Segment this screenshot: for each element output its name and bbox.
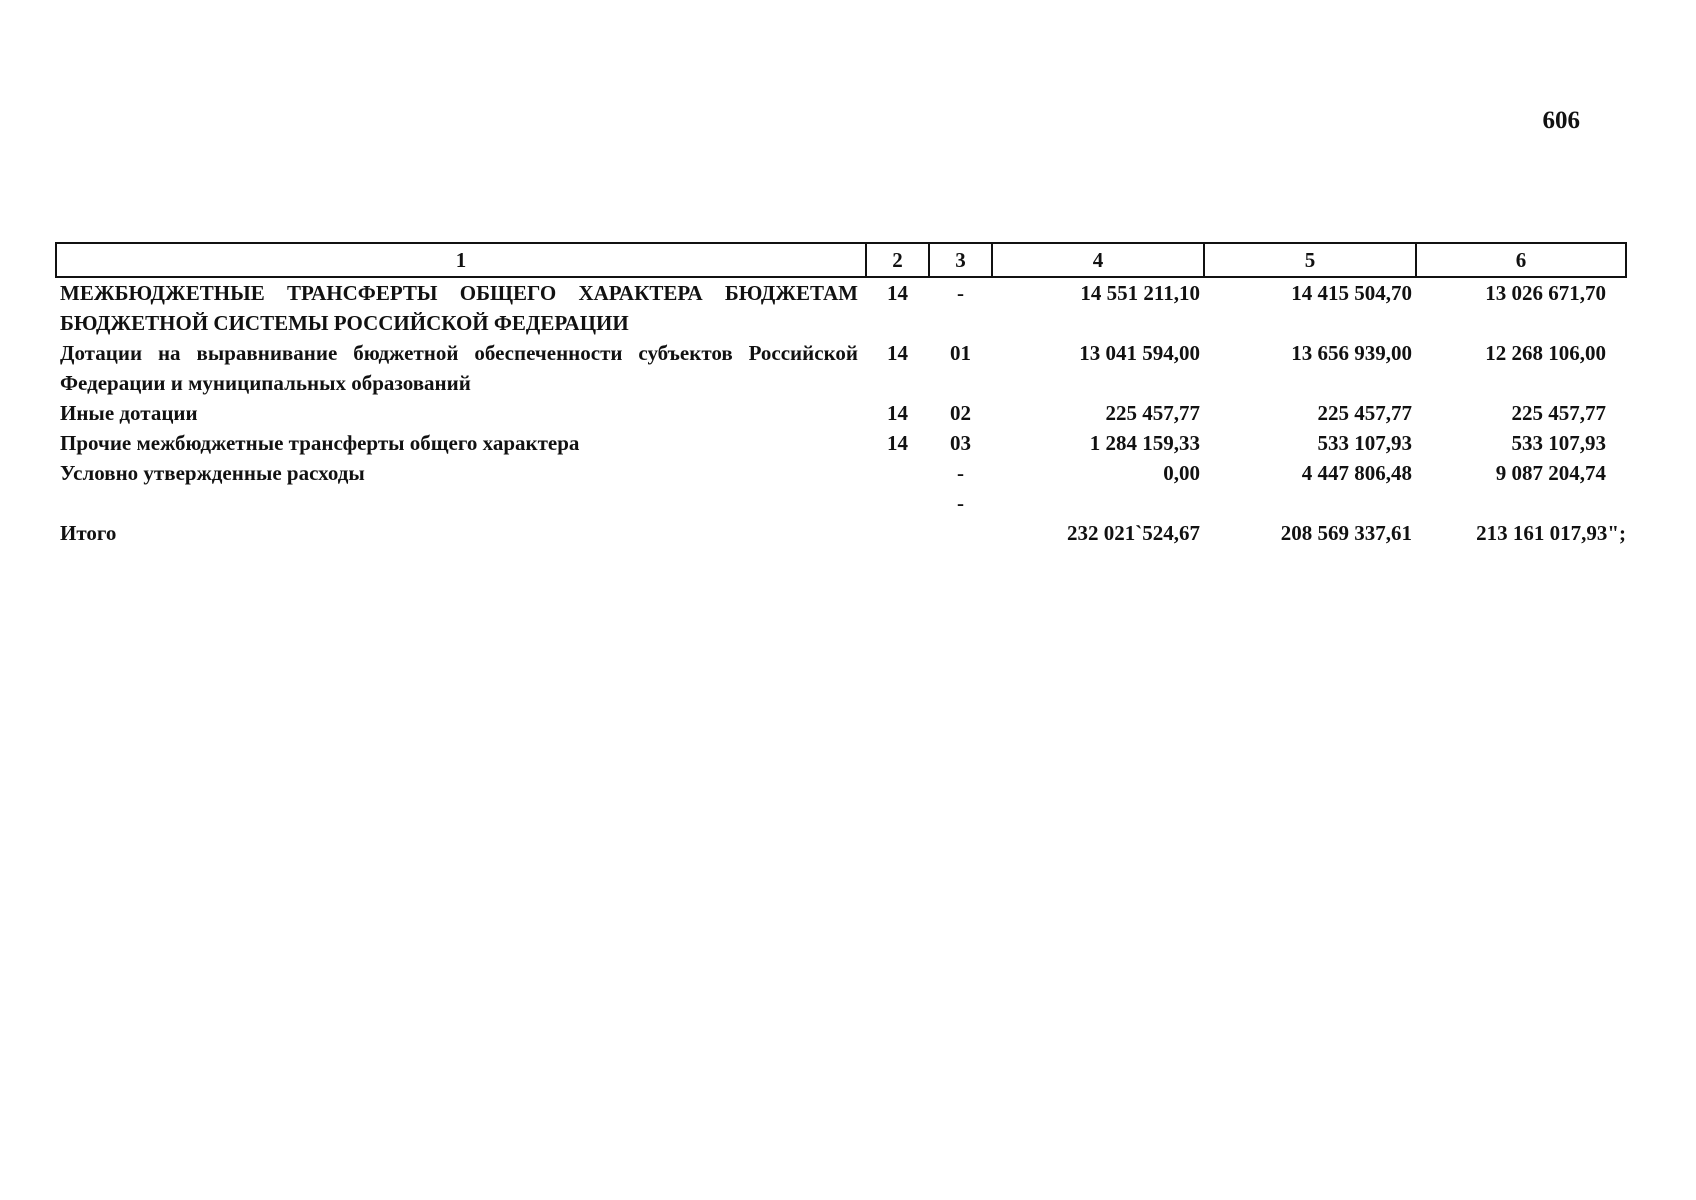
row-value-col-6: 533 107,93 xyxy=(1511,431,1606,455)
row-name: Прочие межбюджетные трансферты общего характера xyxy=(60,431,580,455)
row-value-col-5: 533 107,93 xyxy=(1317,431,1412,455)
row-section-code xyxy=(866,458,929,488)
page-number: 606 xyxy=(1542,107,1580,134)
row-subsection-code: 02 xyxy=(950,401,971,425)
row-section-code: 14 xyxy=(887,401,908,425)
spacer-cell xyxy=(56,488,866,518)
total-value-col-5: 208 569 337,61 xyxy=(1280,521,1412,545)
row-subsection-code: - xyxy=(957,461,964,485)
row-value-col-6: 9 087 204,74 xyxy=(1495,461,1606,485)
table-body xyxy=(56,277,1626,548)
total-row xyxy=(56,518,1626,548)
table-row xyxy=(56,398,1626,428)
spacer-row xyxy=(56,488,1626,518)
total-value-col-4: 232 021`524,67 xyxy=(1067,521,1200,545)
total-empty-cell xyxy=(866,518,929,548)
header-col-5: 5 xyxy=(1204,243,1416,277)
spacer-cell xyxy=(1204,488,1416,518)
budget-table xyxy=(55,242,1627,548)
row-value-col-4: 13 041 594,00 xyxy=(1079,341,1200,365)
row-subsection-code: - xyxy=(957,281,964,305)
header-col-3: 3 xyxy=(929,243,992,277)
total-empty-cell xyxy=(929,518,992,548)
spacer-cell xyxy=(866,488,929,518)
row-value-col-5: 14 415 504,70 xyxy=(1291,281,1412,305)
row-value-col-5: 4 447 806,48 xyxy=(1301,461,1412,485)
row-value-col-6: 12 268 106,00 xyxy=(1485,341,1606,365)
total-value-col-6: 213 161 017,93"; xyxy=(1476,521,1626,545)
row-value-col-5: 13 656 939,00 xyxy=(1291,341,1412,365)
row-value-col-6: 13 026 671,70 xyxy=(1485,281,1606,305)
row-name: МЕЖБЮДЖЕТНЫЕ ТРАНСФЕРТЫ ОБЩЕГО ХАРАКТЕРА БЮДЖЕТАМ БЮДЖЕТНОЙ СИСТЕМЫ РОССИЙСКОЙ ФЕДЕРАЦИИ xyxy=(60,281,858,335)
spacer-dash: - xyxy=(957,491,964,515)
row-section-code: 14 xyxy=(887,431,908,455)
budget-table-container xyxy=(55,242,1625,548)
row-subsection-code: 03 xyxy=(950,431,971,455)
row-value-col-4: 225 457,77 xyxy=(1105,401,1200,425)
row-value-col-5: 225 457,77 xyxy=(1317,401,1412,425)
header-col-1: 1 xyxy=(56,243,866,277)
row-value-col-4: 14 551 211,10 xyxy=(1080,281,1200,305)
table-row xyxy=(56,458,1626,488)
header-row xyxy=(56,243,1626,277)
row-name: Условно утвержденные расходы xyxy=(60,461,365,485)
row-name: Иные дотации xyxy=(60,401,198,425)
row-value-col-6: 225 457,77 xyxy=(1511,401,1606,425)
header-col-4: 4 xyxy=(992,243,1204,277)
table-header xyxy=(56,243,1626,277)
row-name: Дотации на выравнивание бюджетной обеспеченности субъектов Российской Федерации и муниципальных образований xyxy=(60,341,858,395)
row-value-col-4: 1 284 159,33 xyxy=(1089,431,1200,455)
header-col-6: 6 xyxy=(1416,243,1626,277)
table-row xyxy=(56,277,1626,338)
header-col-2: 2 xyxy=(866,243,929,277)
table-row xyxy=(56,338,1626,398)
table-row xyxy=(56,428,1626,458)
total-label: Итого xyxy=(60,521,117,545)
spacer-cell xyxy=(992,488,1204,518)
row-section-code: 14 xyxy=(887,281,908,305)
row-value-col-4: 0,00 xyxy=(1163,461,1200,485)
row-subsection-code: 01 xyxy=(950,341,971,365)
spacer-cell xyxy=(1416,488,1626,518)
row-section-code: 14 xyxy=(887,341,908,365)
